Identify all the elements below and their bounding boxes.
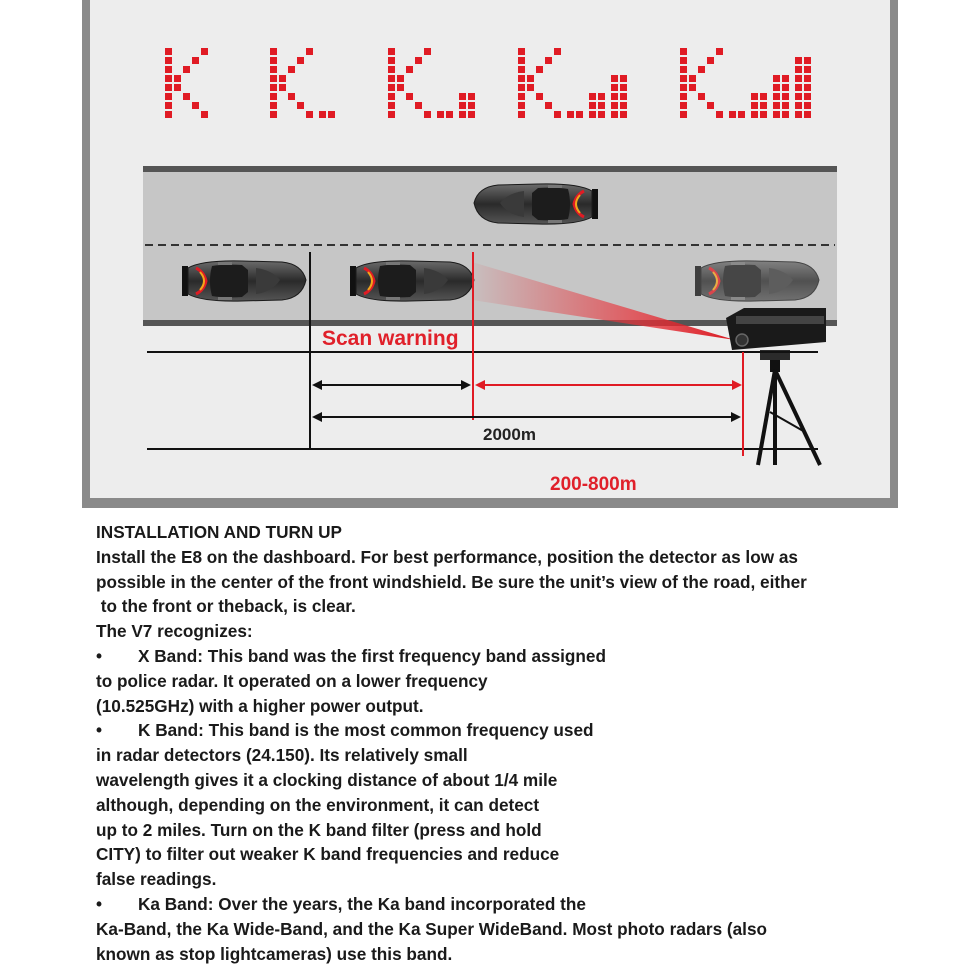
install-line-1: Install the E8 on the dashboard. For best performance, position the detector as low as — [96, 546, 798, 567]
k-band-line-4: although, depending on the environment, it can detect — [96, 794, 540, 815]
car-oncoming — [474, 184, 598, 224]
k-band-text: K Band: This band is the most common frequency used — [138, 720, 594, 741]
bullet: • — [96, 893, 103, 914]
car-far — [182, 261, 306, 301]
ka-band-line-3: known as stop lightcameras) use this band. — [96, 943, 453, 964]
section-heading: INSTALLATION AND TURN UP — [96, 522, 343, 542]
x-band-line-2: to police radar. It operated on a lower frequency — [96, 670, 488, 691]
road-edge-top — [143, 166, 837, 172]
install-line-2: possible in the center of the front windshield. Be sure the unit’s view of the road, either — [96, 571, 807, 592]
recognizes-line: The V7 recognizes: — [96, 621, 253, 642]
k-band-line-7: false readings. — [96, 869, 217, 890]
k-band-line-5: up to 2 miles. Turn on the K band filter (press and hold — [96, 819, 542, 840]
x-band-line-1 — [96, 644, 956, 669]
scan-warning-label: Scan warning — [322, 327, 459, 350]
installation-text — [96, 520, 956, 966]
k-band-line-2: in radar detectors (24.150). Its relatively small — [96, 745, 468, 766]
x-band-line-3: (10.525GHz) with a higher power output. — [96, 695, 424, 716]
distance-range-label: 200-800m — [550, 474, 637, 495]
bullet: • — [96, 720, 103, 741]
k-band-line-1 — [96, 718, 956, 743]
install-line-3: to the front or theback, is clear. — [96, 596, 356, 617]
ka-band-line-1 — [96, 892, 956, 917]
k-band-line-3: wavelength gives it a clocking distance of about 1/4 mile — [96, 769, 558, 790]
k-band-line-6: CITY) to filter out weaker K band frequencies and reduce — [96, 844, 560, 865]
bullet: • — [96, 645, 103, 666]
car-warned — [350, 261, 474, 301]
ka-band-text: Ka Band: Over the years, the Ka band incorporated the — [138, 893, 586, 914]
ka-band-line-2: Ka-Band, the Ka Wide-Band, and the Ka Super WideBand. Most photo radars (also — [96, 918, 768, 939]
distance-total-label: 2000m — [483, 425, 536, 444]
car-near-camera — [695, 261, 819, 301]
x-band-text: X Band: This band was the first frequency band assigned — [138, 645, 606, 666]
